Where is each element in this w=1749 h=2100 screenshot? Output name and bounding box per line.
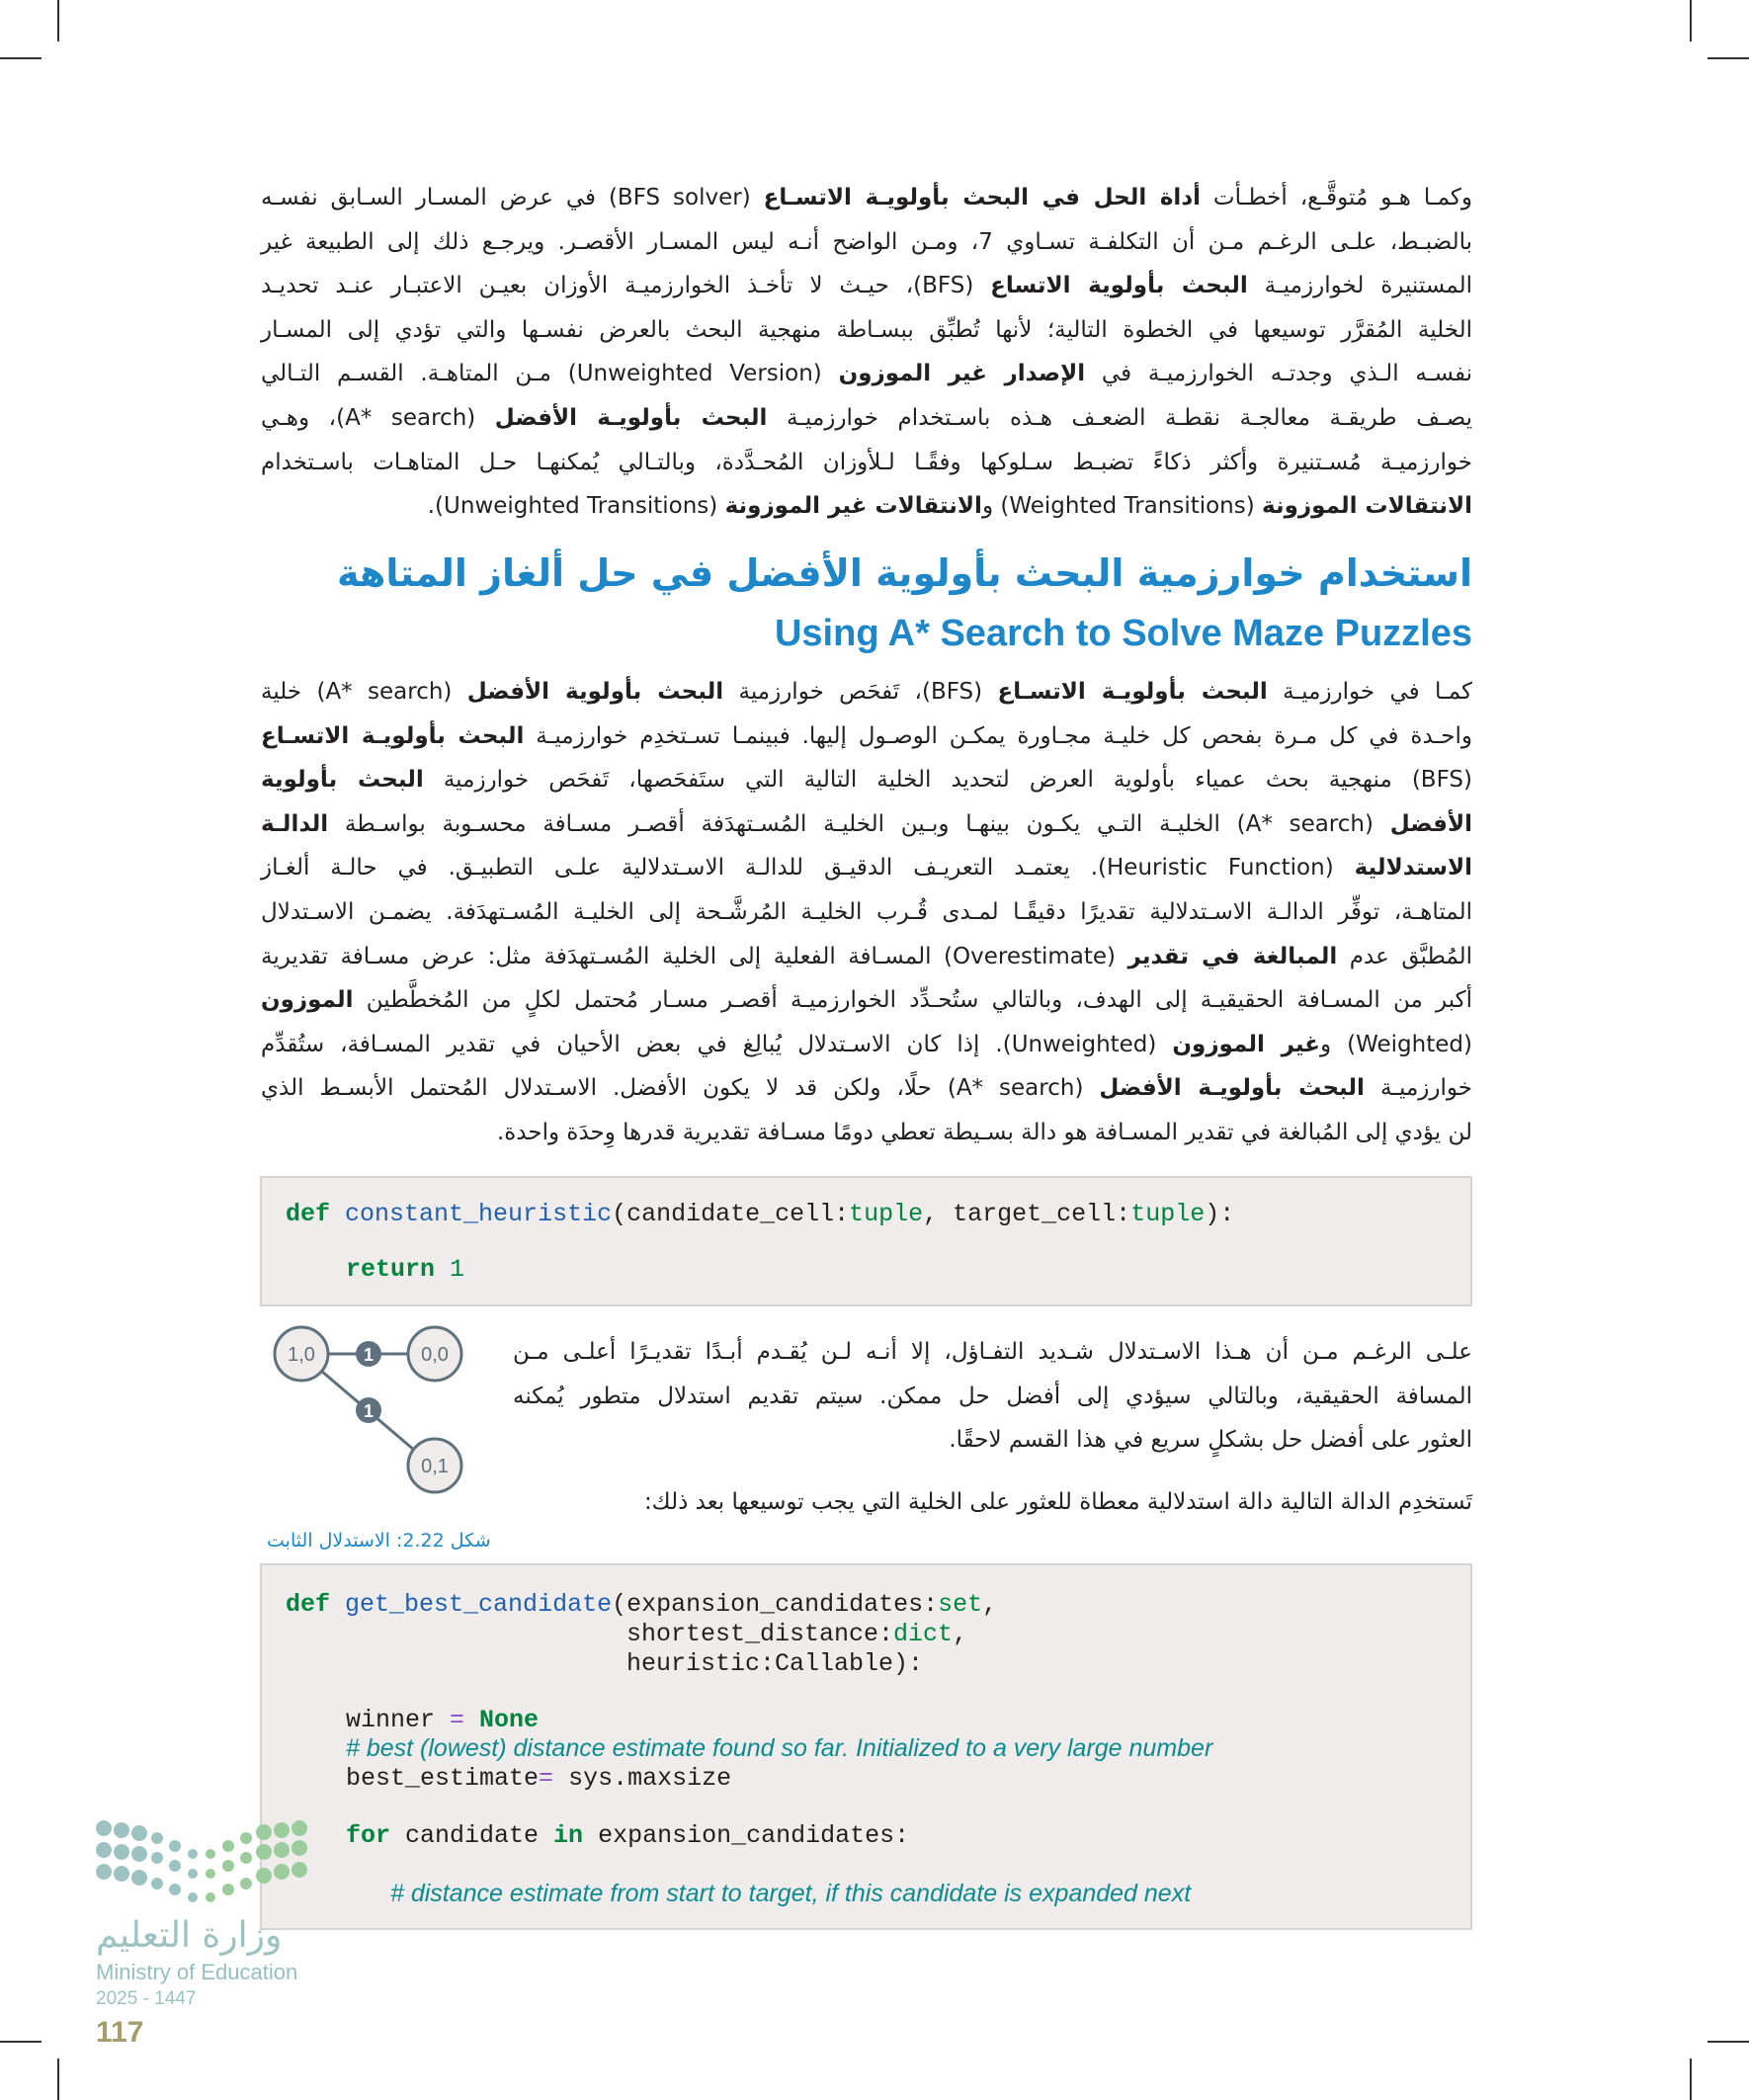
text-line — [261, 220, 1472, 265]
text-span: (Heuristic Function). يعتمـد التعريـف الدقيـق للدالـة الاسـتدلالية علـى التطبيـق. في حالـة ألغـاز — [261, 855, 1355, 882]
code-block-get-best-candidate — [260, 1563, 1472, 1930]
crop-mark — [1690, 0, 1692, 42]
logo-dot — [188, 1869, 198, 1879]
code-text: winner — [346, 1706, 451, 1734]
text-span: المُطبَّق عدم — [1337, 943, 1473, 969]
edition-year: 2025 - 1447 — [96, 1988, 197, 2009]
text-span: تَستخدِم الدالة التالية دالة استدلالية معطاة للعثور على الخلية التي يجب توسيعها بعد ذلك: — [643, 1489, 1472, 1515]
logo-dot — [151, 1878, 163, 1890]
operator: = — [539, 1764, 554, 1793]
logo-dot — [96, 1820, 112, 1836]
text-span: (Unweighted Transitions). — [427, 493, 725, 520]
ministry-name-arabic: وزارة التعليم — [96, 1915, 283, 1956]
code-line — [346, 1706, 539, 1734]
text-span: (Overestimate) المسـافة الفعلية إلى الخلية المُسـتهدَفة مثل: عرض مسـافة تقديرية — [261, 943, 1128, 969]
ministry-name-english: Ministry of Education — [96, 1960, 298, 1984]
text-span: وكمـا هـو مُتوقَّـع، أخطـأت — [1201, 185, 1472, 210]
crop-mark — [1690, 2058, 1692, 2100]
bold-term: البحث بأولويـة الاتسـاع — [997, 679, 1268, 705]
logo-dot — [256, 1824, 272, 1840]
logo-dot — [114, 1822, 129, 1838]
logo-dot — [222, 1884, 234, 1895]
code-text: , target_cell: — [923, 1200, 1131, 1228]
logo-dot — [206, 1869, 215, 1879]
logo-dot — [169, 1840, 181, 1852]
logo-dot — [256, 1844, 272, 1860]
bold-term: أداة الحل في البحث بأولويـة الاتسـاع — [763, 185, 1201, 210]
text-line — [261, 978, 1472, 1023]
text-line — [261, 308, 1472, 353]
keyword: None — [464, 1706, 540, 1734]
text-line — [261, 441, 1472, 485]
bold-term: البحث بأولويـة الاتسـاع — [261, 722, 525, 749]
text-line — [261, 935, 1472, 979]
text-line — [513, 1330, 1472, 1375]
bold-term: الانتقالات غير الموزونة — [724, 493, 982, 520]
text-span: (A* search) الخليـة التـي يكـون بينهـا وبـين الخليـة المُسـتهدَفة أقصـر مسـافة محسـوبة بواسـطة — [328, 810, 1390, 837]
type: set — [938, 1590, 983, 1619]
logo-dot — [240, 1878, 252, 1890]
bold-term: الدالـة — [261, 810, 329, 837]
text-line — [513, 1418, 1472, 1463]
logo-dot — [292, 1820, 307, 1836]
code-comment: # distance estimate from start to target, if this candidate is expanded next — [390, 1880, 1192, 1907]
keyword: in — [553, 1821, 584, 1850]
code-text: (expansion_candidates: — [612, 1590, 939, 1619]
logo-dot — [222, 1860, 234, 1872]
operator: = — [450, 1706, 465, 1734]
code-text: sys.maxsize — [553, 1764, 732, 1793]
text-span: خوارزميـة — [1364, 1075, 1472, 1102]
code-text: 1 — [435, 1255, 465, 1284]
intro-paragraph — [261, 176, 1472, 529]
bold-term: الموزون — [261, 987, 354, 1014]
text-line — [261, 714, 1472, 759]
text-line — [261, 1066, 1472, 1111]
text-line — [261, 846, 1472, 890]
function-name: constant_heuristic — [345, 1200, 613, 1228]
text-span: أكبر من المسـافة الحقيقيـة إلى الهدف، وبالتالي ستُحـدِّد الخوارزميـة أقصـر مسـار مُحتمل لكلٍ من المُخطَّطين — [353, 987, 1472, 1014]
logo-dot — [256, 1868, 272, 1884]
text-line — [261, 670, 1472, 714]
logo-dot — [169, 1884, 181, 1895]
type: dict — [893, 1620, 954, 1648]
text-span: كمـا في خوارزميـة — [1267, 679, 1473, 705]
crop-mark — [57, 2058, 59, 2100]
section-heading-arabic: استخدام خوارزمية البحث بأولوية الأفضل في حل ألغاز المتاهة — [336, 551, 1472, 595]
code-text: candidate — [390, 1821, 554, 1850]
text-line — [261, 264, 1472, 308]
logo-dot — [188, 1849, 198, 1859]
keyword: for — [346, 1821, 391, 1850]
keyword: def — [286, 1590, 331, 1619]
logo-dot — [206, 1892, 215, 1902]
text-span: علـى الرغـم مـن أن هـذا الاسـتدلال شـديد التفـاؤل، إلا أنـه لـن يُقـدم أبـدًا تقديـرًا أعلـى مـن — [513, 1339, 1472, 1365]
logo-dot — [131, 1846, 147, 1862]
bold-term: الإصدار غير الموزون — [838, 361, 1086, 387]
type: tuple — [1130, 1200, 1206, 1228]
logo-dot — [292, 1840, 307, 1856]
text-span: (A* search) خلية — [261, 679, 467, 705]
text-line — [261, 802, 1472, 847]
logo-dot — [240, 1832, 252, 1844]
logo-dot — [274, 1864, 290, 1880]
code-line — [286, 1200, 1234, 1228]
text-span: (Unweighted). إذا كان الاسـتدلال يُبالِغ في بعض الأحيان في تقدير المسـافة، ستُقدِّم — [261, 1031, 1173, 1057]
bold-term: البحث بأولويـة الأفضل — [494, 404, 768, 431]
code-line — [346, 1764, 731, 1793]
text-span: المتاهـة، توفِّر الدالـة الاسـتدلالية تقديرًا دقيقًـا لمـدى قُـرب الخليـة المُرشَّـحة إلى الخليـة المُسـتهدَفة. يضمـن الاسـتدلال — [261, 898, 1472, 925]
keyword: def — [286, 1200, 331, 1228]
text-line — [261, 890, 1472, 935]
text-span: الخلية المُقرَّر توسيعها في الخطوة التالية؛ لأنها تُطبِّق ببسـاطة منهجية البحث بالعرض نفسـها والتي تؤدي إلى المسـار — [261, 316, 1472, 343]
node-label: 0,0 — [421, 1344, 449, 1366]
text-span: (Weighted Transitions) و — [981, 493, 1263, 520]
astar-paragraph — [261, 670, 1472, 1155]
text-span: بالضبـط، علـى الرغـم مـن أن التكلفـة تسـاوي 7، ومـن الواضح أنـه ليس المسـار الأقصـر. ويرجـع ذلك إلى الطبيعة غير — [261, 228, 1472, 255]
figure-caption: شكل 2.22: الاستدلال الثابت — [267, 1530, 491, 1552]
text-line — [513, 1375, 1472, 1419]
text-line — [261, 1111, 1472, 1155]
node-label: 0,1 — [421, 1456, 449, 1477]
page-number: 117 — [96, 2016, 144, 2049]
ministry-logo-dots — [94, 1818, 311, 1912]
logo-dot — [169, 1860, 181, 1872]
bold-term: البحث بأولويـة الأفضل — [1099, 1075, 1365, 1102]
logo-dot — [131, 1870, 147, 1886]
code-text: shortest_distance: — [626, 1620, 894, 1648]
text-span: (BFS solver) في عرض المسـار السـابق نفسـه — [261, 185, 764, 210]
logo-dot — [240, 1852, 252, 1864]
logo-dot — [274, 1822, 290, 1838]
crop-mark — [57, 0, 59, 42]
text-line — [261, 1023, 1472, 1067]
text-span: (Unweighted Version) مـن المتاهـة. القسـم التـالي — [261, 361, 839, 387]
node-label: 1,0 — [288, 1344, 315, 1366]
text-span: (A* search) حلًا، ولكن قد لا يكون الأفضل. الاسـتدلال المُحتمل الأبسـط الذي — [261, 1075, 1100, 1102]
function-intro-paragraph — [516, 1480, 1472, 1525]
text-line — [261, 484, 1472, 529]
bold-term: الاستدلالية — [1354, 855, 1472, 882]
text-span: (BFS)، حيـث لا تأخـذ الخوارزميـة الأوزان بعيـن الاعتبـار عنـد تحديـد — [261, 273, 991, 299]
code-line — [286, 1590, 997, 1619]
code-text: best_estimate — [346, 1764, 540, 1793]
logo-dot — [131, 1825, 147, 1841]
bold-term: البحث بأولوية الأفضل — [466, 679, 724, 705]
text-span: خوارزميـة مُسـتنيرة وأكثر ذكاءً تضبـط سـلوكها وفقًـا لـلأوزان المُحـدَّدة، وبالتـالي يُمكنهـا حـل المتاهـات باسـتخدام — [261, 449, 1472, 475]
bold-term: غير الموزون — [1172, 1031, 1321, 1057]
text-span: واحـدة في كل مـرة بفحص كل خليـة مجـاورة يمكـن الوصـول إليها. فبينمـا تسـتخدِم خوارزميـة — [524, 722, 1472, 749]
crop-mark — [0, 57, 42, 59]
section-heading-english: Using A* Search to Solve Maze Puzzles — [774, 613, 1472, 654]
logo-dot — [114, 1866, 129, 1882]
code-line — [346, 1255, 464, 1284]
text-span: المستنيرة لخوارزميـة — [1247, 273, 1472, 299]
keyword: return — [346, 1255, 436, 1284]
code-block-constant-heuristic — [260, 1176, 1472, 1306]
text-line — [261, 396, 1472, 441]
code-line — [346, 1821, 909, 1850]
text-span: (A* search)، وهـي — [261, 404, 495, 431]
text-span: (Weighted) و — [1320, 1031, 1472, 1057]
text-line — [261, 176, 1472, 220]
bold-term: الانتقالات الموزونة — [1262, 493, 1472, 520]
logo-dot — [222, 1840, 234, 1852]
text-line — [261, 352, 1472, 396]
constant-heuristic-figure — [267, 1314, 474, 1497]
text-line — [516, 1480, 1472, 1525]
crop-mark — [1707, 57, 1749, 59]
text-line — [261, 758, 1472, 802]
code-comment: # best (lowest) distance estimate found so far. Initialized to a very large number — [346, 1734, 1213, 1762]
code-text: , — [982, 1590, 998, 1619]
logo-dot — [188, 1892, 198, 1902]
type: tuple — [849, 1200, 924, 1228]
bold-term: المبالغة في تقدير — [1127, 943, 1338, 969]
crop-mark — [0, 2041, 42, 2043]
bold-term: الأفضل — [1389, 810, 1472, 837]
code-text: ): — [1205, 1200, 1235, 1228]
edge-weight: 1 — [363, 1401, 375, 1421]
logo-dot — [114, 1844, 129, 1860]
logo-dot — [96, 1864, 112, 1880]
bold-term: البحث بأولوية — [261, 767, 424, 794]
code-text: , — [953, 1620, 968, 1648]
code-text: expansion_candidates: — [583, 1821, 910, 1850]
logo-dot — [274, 1842, 290, 1858]
bold-term: البحث بأولوية الاتساع — [990, 273, 1248, 299]
figure-paragraph — [513, 1330, 1472, 1463]
text-span: (BFS)، تَفحَص خوارزمية — [723, 679, 998, 705]
text-span: لن يؤدي إلى المُبالغة في تقدير المسـافة هو دالة بسـيطة تعطي دومًا مسـافة تقديرية قدرها وِحدَة واحدة. — [496, 1119, 1472, 1145]
logo-dot — [151, 1852, 163, 1864]
crop-mark — [1707, 2041, 1749, 2043]
text-span: العثور على أفضل حل بشكلٍ سريع في هذا القسم لاحقًا. — [949, 1427, 1472, 1454]
edge-weight: 1 — [363, 1345, 375, 1365]
text-span: (BFS) منهجية بحث عمياء بأولوية العرض لتحديد الخلية التالية التي ستَفحَصها، تَفحَص خوارزمية — [423, 767, 1472, 794]
text-span: يصـف طريقـة معالجـة نقطـة الضعـف هـذه باسـتخدام خوارزميـة — [767, 404, 1472, 431]
code-line — [626, 1649, 923, 1678]
code-line — [626, 1620, 967, 1648]
logo-dot — [292, 1862, 307, 1878]
logo-dot — [96, 1842, 112, 1858]
text-span: المسافة الحقيقية، وبالتالي سيؤدي إلى أفضل حل ممكن. سيتم تقديم استدلال متطور يُمكنه — [513, 1383, 1472, 1409]
code-text: heuristic:Callable): — [626, 1649, 924, 1678]
logo-dot — [206, 1849, 215, 1859]
text-span: نفسـه الـذي وجدتـه الخوارزميـة في — [1085, 361, 1472, 387]
code-text: (candidate_cell: — [612, 1200, 850, 1228]
logo-dot — [151, 1832, 163, 1844]
function-name: get_best_candidate — [345, 1590, 613, 1619]
